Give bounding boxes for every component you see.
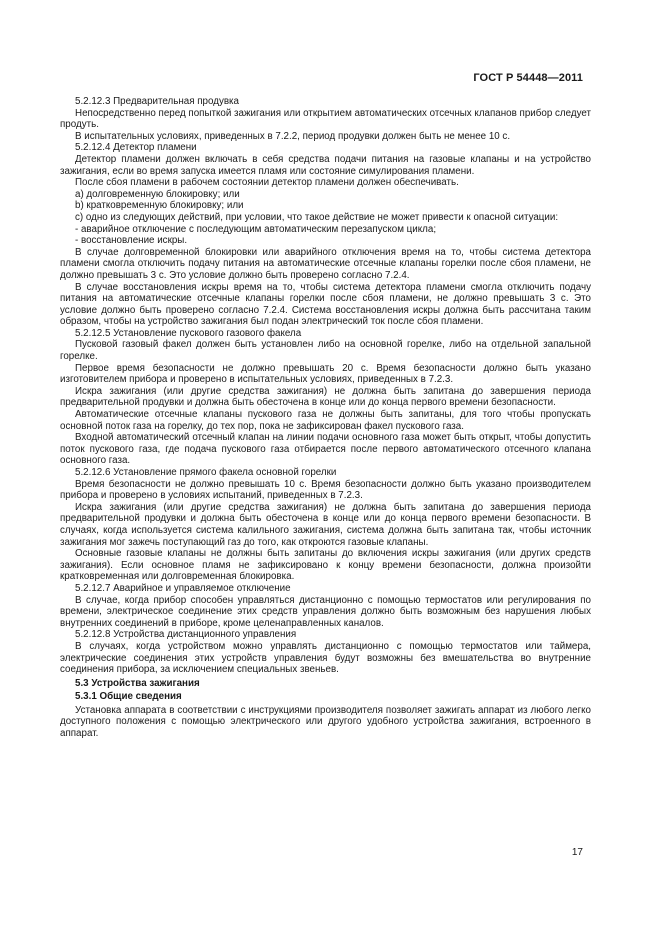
- body-paragraph: В случае, когда прибор способен управляться дистанционно с помощью термостатов или регулирования по времени, электрическое соединение этих средств управления должно быть возможным без нарушения любых внутренних соединений в приборе, кроме целенаправленных каналов.: [60, 594, 591, 629]
- body-paragraph: 5.2.12.4 Детектор пламени: [75, 142, 197, 154]
- body-paragraph: Искра зажигания (или другие средства зажигания) не должна быть запитана до завершения периода предварительной продувки и должна быть обесточена в конце или до конца первого времени безопасности.: [60, 385, 591, 409]
- body-paragraph: 5.2.12.6 Установление прямого факела основной горелки: [75, 467, 337, 478]
- body-paragraph: После сбоя пламени в рабочем состоянии детектор пламени должен обеспечивать.: [75, 177, 459, 189]
- body-paragraph: 5.2.12.3 Предварительная продувка: [75, 96, 239, 107]
- body-paragraph: 5.2.12.8 Устройства дистанционного управления: [75, 629, 297, 641]
- body-paragraph: Автоматические отсечные клапаны пускового газа не должны быть запитаны, для того чтобы пропускать основной поток газа на горелку, до тех пор, пока не зафиксирован факел пускового газа.: [60, 409, 591, 432]
- body-paragraph: Непосредственно перед попыткой зажигания или открытием автоматических отсечных клапанов прибор следует продуть.: [60, 107, 591, 131]
- body-paragraph: c) одно из следующих действий, при условии, что такое действие не может привести к опасной ситуации:: [75, 211, 559, 223]
- body-paragraph: Установка аппарата в соответствии с инструкциями производителя позволяет зажигать аппарат из любого легко доступного положения с помощью электрического или другого удобного устройства зажигания, встроенного в аппарат.: [60, 704, 591, 740]
- body-paragraph: В случае долговременной блокировки или аварийного отключения время на то, чтобы система детектора пламени смогла отключить подачу питания на автоматические отсечные клапаны горелки после сбоя пламени, не должно превышать 3 с. Это условие должно быть проверено согласно 7.2.4.: [60, 246, 591, 281]
- body-paragraph: Основные газовые клапаны не должны быть запитаны до включения искры зажигания (или других средств зажигания). Если основное пламя не зафиксировано к концу времени безопасности, должна произойти кратковременная или долговременная блокировка.: [60, 548, 591, 583]
- document-body: [60, 96, 591, 740]
- section-heading: 5.3 Устройства зажигания: [75, 677, 200, 689]
- body-paragraph: Детектор пламени должен включать в себя средства подачи питания на газовые клапаны и на устройство зажигания, если во время запуска имеется пламя или состояние симулирования пламени.: [60, 153, 591, 177]
- body-paragraph: В случае восстановления искры время на то, чтобы система детектора пламени смогла отключить подачу питания на автоматические отсечные клапаны горелки после сбоя пламени, не должно превышать 3 с. Это условие должно быть проверено согласно 7.2.4. Система восстановления искры должна быть рассчитана таким образом, чтобы на устройство зажигания был подан электрический ток после сбоя пламени.: [60, 281, 591, 328]
- body-paragraph: Входной автоматический отсечный клапан на линии подачи основного газа может быть открыт, чтобы допустить поток пускового газа, где подача пускового газа отбирается после первого автоматического отсечного клапана основного газа.: [60, 432, 591, 467]
- body-paragraph: - аварийное отключение с последующим автоматическим перезапуском цикла;: [75, 223, 437, 235]
- body-paragraph: 5.2.12.5 Установление пускового газового факела: [75, 327, 302, 339]
- body-paragraph: - восстановление искры.: [75, 235, 188, 247]
- body-paragraph: Время безопасности не должно превышать 10 с. Время безопасности должно быть указано производителем прибора и проверено в условиях испытаний, приведенных в 7.2.3.: [60, 478, 591, 502]
- body-paragraph: а) долговременную блокировку; или: [75, 188, 240, 200]
- body-paragraph: Пусковой газовый факел должен быть установлен либо на основной горелке, либо на отдельной запальной горелке.: [60, 339, 591, 363]
- body-paragraph: Первое время безопасности не должно превышать 20 с. Время безопасности должно быть указано изготовителем прибора и проверено в испытательных условиях, приведенных в 7.2.3.: [60, 362, 591, 386]
- body-paragraph: В случаях, когда устройством можно управлять дистанционно с помощью термостатов или таймера, электрические соединения этих устройств управления будут возможны без вмешательства во внутренние соединения прибора, за исключением специальных звеньев.: [60, 640, 591, 676]
- page-number: 17: [571, 847, 583, 858]
- body-paragraph: В испытательных условиях, приведенных в 7.2.2, период продувки должен быть не менее 10 с.: [75, 130, 511, 142]
- body-paragraph: Искра зажигания (или другие средства зажигания) не должна быть запитана до завершения периода предварительной продувки и должна быть обесточена в конце или до конца первого времени безопасности. В случаях, когда используется система калильного зажигания, система должна быть запитана так, чтобы источник зажигания мог зажечь поступающий газ до того, как откроются газовые клапаны.: [60, 501, 591, 548]
- body-paragraph: 5.2.12.7 Аварийное и управляемое отключение: [75, 582, 291, 594]
- standard-designation: ГОСТ Р 54448—2011: [473, 72, 583, 84]
- body-paragraph: b) кратковременную блокировку; или: [75, 200, 244, 212]
- section-heading: 5.3.1 Общие сведения: [75, 691, 182, 703]
